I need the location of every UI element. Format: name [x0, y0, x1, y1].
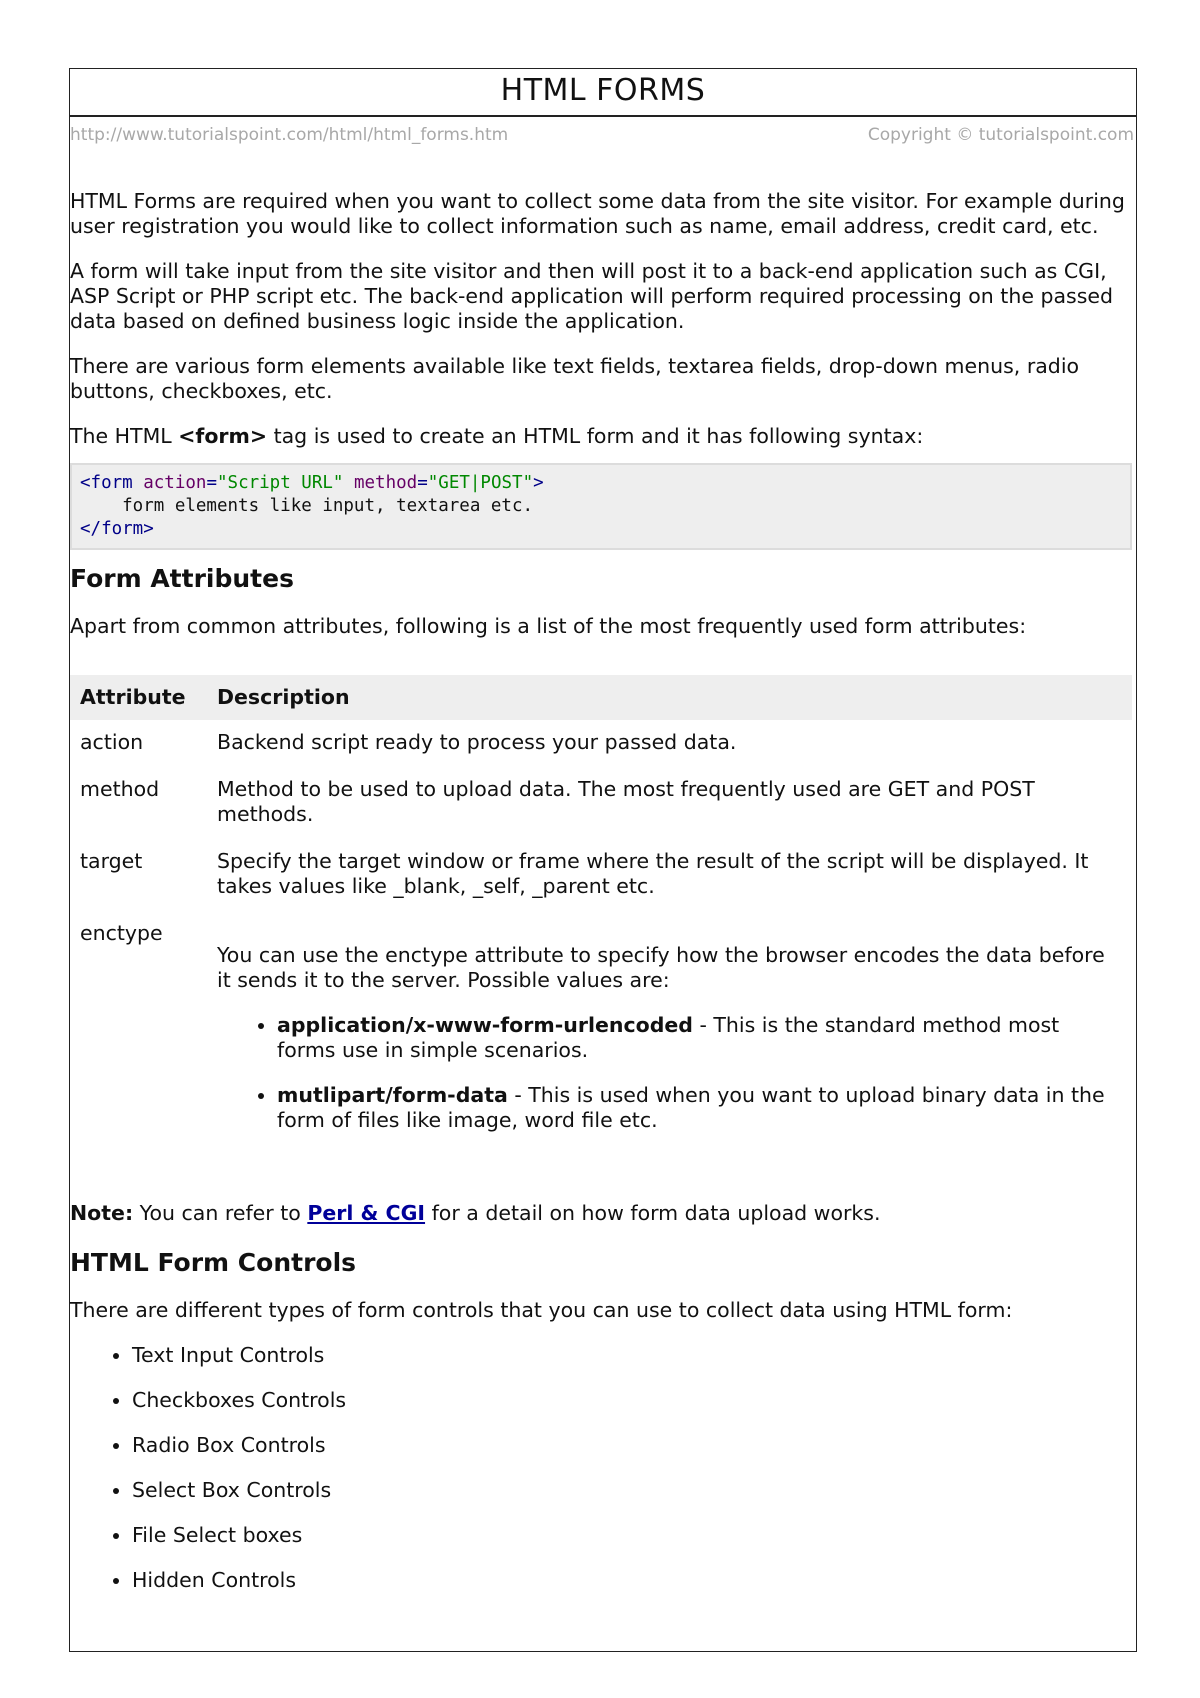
attribute-name: target	[80, 849, 143, 873]
page-title: HTML FORMS	[500, 73, 706, 108]
code-body-line: form elements like input, textarea etc.	[80, 496, 534, 516]
enctype-description: You can use the enctype attribute to specify how the browser encodes the data before it sends it to the server. Possible values are:	[217, 943, 1105, 992]
list-item: • Select Box Controls	[132, 1478, 1132, 1503]
attribute-description: Specify the target window or frame where the result of the script will be displayed. It takes values like _blank, _self, _parent etc.	[217, 849, 1089, 898]
code-value-action: "Script URL"	[217, 473, 344, 493]
code-attr-method: method	[343, 473, 418, 493]
code-attr-action: action	[132, 473, 207, 493]
perl-cgi-link[interactable]: Perl & CGI	[307, 1201, 426, 1225]
list-item: • File Select boxes	[132, 1523, 1132, 1548]
form-attributes-heading: Form Attributes	[70, 564, 294, 593]
form-tag-label: <form>	[178, 424, 268, 448]
column-header-description: Description	[207, 675, 1132, 720]
enctype-term-text: - This is used when you want to upload binary data in the form of files like image, word file etc.	[277, 1083, 1105, 1132]
attribute-name: method	[80, 777, 160, 801]
attribute-description: Backend script ready to process your passed data.	[217, 730, 737, 754]
attribute-name: action	[80, 730, 144, 754]
form-attributes-intro: Apart from common attributes, following is a list of the most frequently used form attributes:	[70, 614, 1027, 638]
intro-paragraph-4	[70, 424, 1132, 449]
intro-paragraph-1: HTML Forms are required when you want to collect some data from the site visitor. For example during user registration you would like to collect information such as name, email address, credit card, etc.	[70, 189, 1125, 238]
note-label: Note:	[70, 1201, 134, 1225]
page-frame	[69, 68, 1137, 1652]
enctype-values-list	[217, 1013, 1122, 1133]
enctype-term: application/x-www-form-urlencoded	[277, 1013, 693, 1037]
list-item: • Hidden Controls	[132, 1568, 1132, 1593]
enctype-term: mutlipart/form-data	[277, 1083, 508, 1107]
p4-text-pre: The HTML	[70, 424, 179, 448]
attributes-table	[70, 675, 1132, 1185]
list-item: • Checkboxes Controls	[132, 1388, 1132, 1413]
enctype-term-text: - This is the standard method most forms use in simple scenarios.	[277, 1013, 1060, 1062]
table-row	[70, 720, 1132, 767]
attribute-description	[207, 911, 1132, 1185]
form-controls-list	[70, 1343, 1132, 1593]
title-divider	[70, 115, 1136, 117]
form-controls-heading: HTML Form Controls	[70, 1248, 357, 1277]
code-eq-1: =	[206, 473, 217, 493]
attribute-description: Method to be used to upload data. The most frequently used are GET and POST methods.	[217, 777, 1035, 826]
code-eq-2: =	[417, 473, 428, 493]
table-row	[70, 911, 1132, 1185]
list-item: • Text Input Controls	[132, 1343, 1132, 1368]
intro-paragraph-3: There are various form elements available like text fields, textarea fields, drop-down menus, radio buttons, checkboxes, etc.	[70, 354, 1080, 403]
copyright-notice: Copyright © tutorialspoint.com	[867, 125, 1134, 145]
code-open-tag: <form	[80, 473, 133, 493]
article-content	[70, 189, 1132, 1613]
column-header-attribute: Attribute	[70, 675, 207, 720]
list-item	[277, 1013, 1122, 1063]
intro-paragraph-2: A form will take input from the site visitor and then will post it to a back-end application such as CGI, ASP Script or PHP script etc. The back-end application will perform required processing on the passed data based on defined business logic inside the application.	[70, 259, 1114, 333]
code-value-method: "GET|POST"	[427, 473, 534, 493]
code-open-close: >	[533, 473, 544, 493]
note-paragraph	[70, 1201, 1132, 1226]
table-row	[70, 767, 1132, 839]
attribute-name: enctype	[80, 921, 163, 945]
list-item	[277, 1083, 1122, 1133]
note-text-post: for a detail on how form data upload works.	[425, 1201, 881, 1225]
note-text-pre: You can refer to	[133, 1201, 308, 1225]
form-controls-intro: There are different types of form controls that you can use to collect data using HTML form:	[70, 1298, 1013, 1322]
code-close-tag: </form>	[80, 519, 154, 539]
code-block	[70, 463, 1132, 550]
p4-text-post: tag is used to create an HTML form and it has following syntax:	[267, 424, 924, 448]
table-row	[70, 839, 1132, 911]
list-item: • Radio Box Controls	[132, 1433, 1132, 1458]
table-header-row	[70, 675, 1132, 720]
source-url: http://www.tutorialspoint.com/html/html_forms.htm	[70, 125, 509, 145]
